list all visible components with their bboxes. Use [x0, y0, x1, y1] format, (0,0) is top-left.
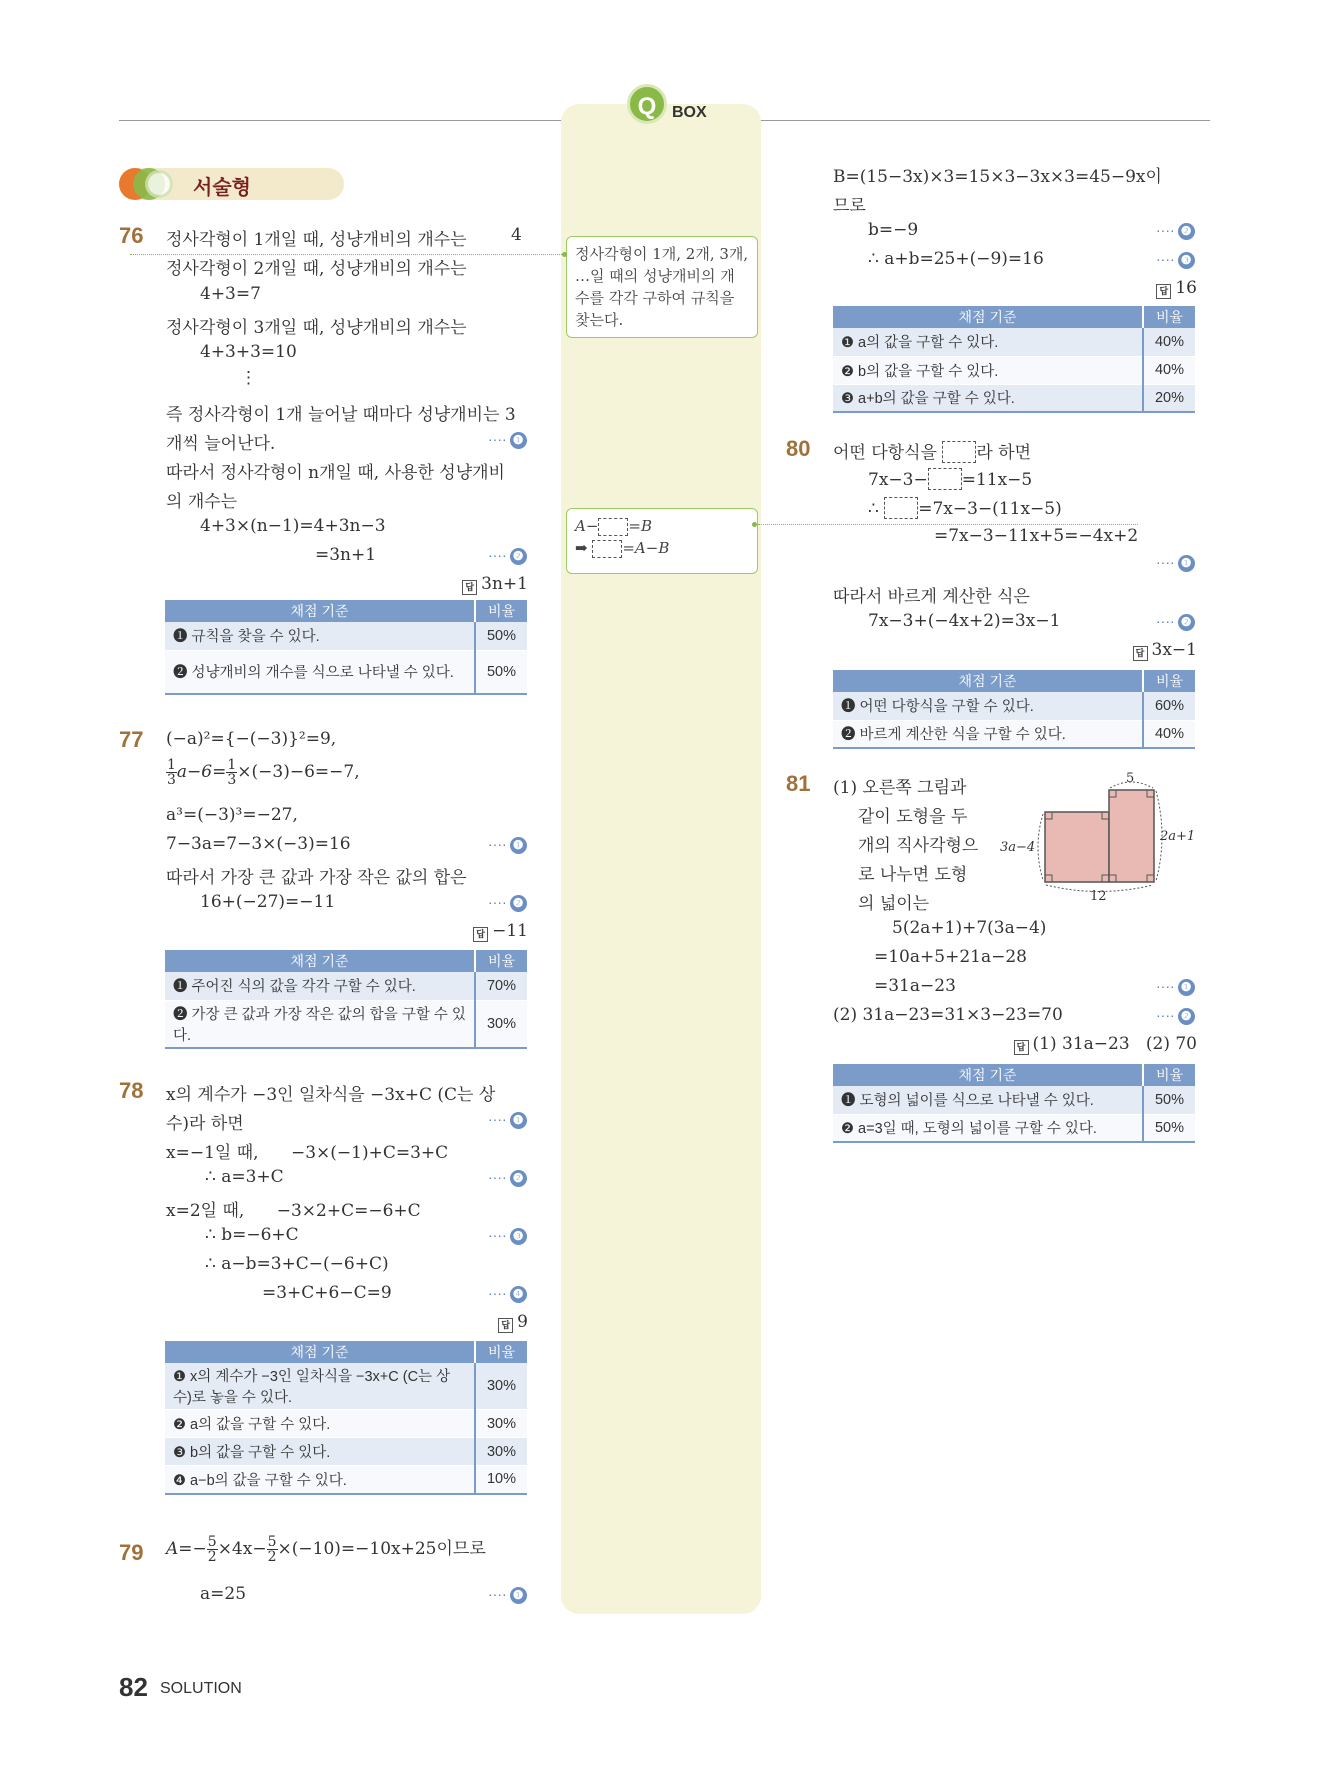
- grading-table: 채점 기준 비율 ❶ 어떤 다항식을 구할 수 있다. 60% ❷ 바르게 계산한 식을 구할 수 있다. 40%: [833, 670, 1195, 749]
- answer-icon: 답: [1014, 1040, 1029, 1055]
- grading-table: 채점 기준 비율 ❶ 도형의 넓이를 식으로 나타낼 수 있다. 50% ❷ a=3일 때, 도형의 넓이를 구할 수 있다. 50%: [833, 1064, 1195, 1143]
- note-80-leader: [758, 524, 1138, 525]
- text-line: A=− $\frac{5}{2}$ ×4x− $\frac{5}{2}$ ×(−10)=−10x+25이므로: [166, 1534, 486, 1565]
- text-line: 개의 직사각형으: [858, 836, 979, 856]
- fig-label-top: 5: [1126, 771, 1135, 786]
- rect-right: [1109, 790, 1154, 882]
- problem-number: 81: [786, 771, 811, 796]
- step-marker: ···· ❶: [488, 1586, 527, 1604]
- text-line: ∴ b=−6+C: [205, 1225, 299, 1245]
- answer-icon: 답: [1156, 284, 1171, 299]
- text-line: a=25: [200, 1584, 247, 1604]
- text-line: (−a)²={−(−3)}²=9,: [166, 729, 337, 749]
- text-line: 7x−3− =11x−5: [868, 470, 1033, 490]
- text-line: ⋮: [240, 368, 257, 388]
- step-marker: ···· ❶: [1156, 554, 1195, 572]
- note-76: 정사각형이 1개, 2개, 3개, …일 때의 성냥개비의 개수를 각각 구하여 규칙을 찾는다.: [566, 236, 758, 338]
- text-line: (1) 오른쪽 그림과: [833, 778, 967, 798]
- text-line: 같이 도형을 두: [858, 807, 968, 827]
- section-title: 서술형: [193, 177, 251, 199]
- step-marker: ···· ❶: [488, 836, 527, 854]
- step-marker: ···· ❷: [1156, 1007, 1195, 1025]
- text-line: 즉 정사각형이 1개 늘어날 때마다 성냥개비는 3: [166, 405, 516, 425]
- text-line: a³=(−3)³=−27,: [166, 805, 298, 825]
- answer-icon: 답: [498, 1318, 513, 1333]
- answer: 답 (1) 31a−23 (2) 70: [1014, 1034, 1197, 1055]
- text-line: ∴ a−b=3+C−(−6+C): [205, 1254, 389, 1274]
- text-line: 16+(−27)=−11: [200, 892, 336, 912]
- problem-number: 77: [119, 727, 144, 752]
- note-80: A− =B ➡ =A−B: [566, 508, 758, 574]
- text-line: x=−1일 때, −3×(−1)+C=3+C: [166, 1143, 449, 1163]
- step-marker: ···· ❶: [488, 431, 527, 449]
- footer-label: SOLUTION: [160, 1680, 242, 1697]
- section-banner: [119, 168, 344, 200]
- step-marker: ···· ❶: [1156, 978, 1195, 996]
- grading-table: 채점 기준 비율 ❶ 규칙을 찾을 수 있다. 50% ❷ 성냥개비의 개수를 식으로 나타낼 수 있다. 50%: [165, 600, 527, 695]
- problem-number: 79: [119, 1540, 144, 1565]
- text-line: 7x−3+(−4x+2)=3x−1: [868, 611, 1061, 631]
- step-marker: ···· ❹: [488, 1285, 527, 1303]
- text-line: x의 계수가 −3인 일차식을 −3x+C (C는 상: [166, 1085, 496, 1105]
- text-line: 로 나누면 도형: [858, 865, 968, 885]
- text-line: ∴ a+b=25+(−9)=16: [868, 249, 1044, 269]
- text-line: 어떤 다항식을 라 하면: [833, 443, 1032, 463]
- banner-circle-icon: [145, 170, 173, 198]
- problem-number: 78: [119, 1078, 144, 1103]
- rect-left: [1045, 812, 1109, 882]
- text-line: $\frac{1}{3}$ a−6= $\frac{1}{3}$ ×(−3)−6=−7,: [167, 757, 360, 788]
- text-line: 4+3=7: [200, 284, 261, 304]
- grading-table: 채점 기준 비율 ❶ a의 값을 구할 수 있다. 40% ❷ b의 값을 구할 수 있다. 40% ❸ a+b의 값을 구할 수 있다. 20%: [833, 306, 1195, 413]
- note-80-dot: [752, 522, 757, 527]
- step-marker: ···· ❸: [1156, 251, 1195, 269]
- text-line: 정사각형이 3개일 때, 성냥개비의 개수는: [166, 318, 467, 338]
- text-line: 정사각형이 2개일 때, 성냥개비의 개수는: [166, 259, 467, 279]
- text-line: 정사각형이 1개일 때, 성냥개비의 개수는: [166, 230, 467, 250]
- text-line: ∴ a=3+C: [205, 1167, 284, 1187]
- text-line: 의 개수는: [166, 492, 238, 512]
- text-line: b=−9: [868, 220, 919, 240]
- page-number: 82: [119, 1672, 148, 1702]
- text-line: =7x−3−11x+5=−4x+2: [934, 526, 1139, 546]
- text-line: 따라서 가장 큰 값과 가장 작은 값의 합은: [166, 868, 467, 888]
- qbox-label: BOX: [672, 104, 707, 121]
- qbox-badge: Q: [627, 84, 667, 124]
- text-line: 7−3a=7−3×(−3)=16: [166, 834, 351, 854]
- answer-icon: 답: [462, 580, 477, 595]
- text-line: 므로: [833, 196, 866, 216]
- grading-table: 채점 기준 비율 ❶ x의 계수가 −3인 일차식을 −3x+C (C는 상수)로 놓을 수 있다. 30% ❷ a의 값을 구할 수 있다. 30% ❸ b의 값을 구할 수 있다. 30% ❹ a−b의 값을 구할 수 있다. 10%: [165, 1341, 527, 1495]
- answer-icon: 답: [1133, 646, 1148, 661]
- text-line: =3+C+6−C=9: [262, 1283, 392, 1303]
- answer: 답 9: [498, 1312, 528, 1333]
- fig-label-bottom: 12: [1090, 889, 1107, 904]
- problem-number: 80: [786, 436, 811, 461]
- problem-number: 76: [119, 223, 144, 248]
- grading-table: 채점 기준 비율 ❶ 주어진 식의 값을 각각 구할 수 있다. 70% ❷ 가장 큰 값과 가장 작은 값의 합을 구할 수 있다. 30%: [165, 950, 527, 1049]
- step-marker: ···· ❸: [488, 1227, 527, 1245]
- text-line: 따라서 바르게 계산한 식은: [833, 587, 1030, 607]
- text-line: x=2일 때, −3×2+C=−6+C: [166, 1201, 421, 1221]
- text-line: 따라서 정사각형이 n개일 때, 사용한 성냥개비: [166, 463, 505, 483]
- text-line: 의 넓이는: [858, 894, 930, 914]
- text-line: 4: [511, 225, 522, 245]
- answer: 답 16: [1156, 278, 1197, 299]
- step-marker: ···· ❷: [1156, 613, 1195, 631]
- text-line: 개씩 늘어난다.: [166, 434, 276, 454]
- step-marker: ···· ❷: [488, 894, 527, 912]
- text-line: 4+3×(n−1)=4+3n−3: [200, 516, 386, 536]
- text-line: 4+3+3=10: [200, 342, 297, 362]
- step-marker: ···· ❷: [488, 547, 527, 565]
- step-marker: ···· ❷: [1156, 222, 1195, 240]
- note-76-dot: [562, 252, 567, 257]
- step-marker: ···· ❷: [488, 1169, 527, 1187]
- figure-rectangles: [1000, 768, 1200, 908]
- answer: 답 3n+1: [462, 574, 528, 595]
- text-line: 5(2a+1)+7(3a−4): [892, 918, 1047, 938]
- text-line: ∴ =7x−3−(11x−5): [868, 499, 1062, 519]
- step-marker: ···· ❶: [488, 1111, 527, 1129]
- fig-label-right: 2a+1: [1160, 829, 1196, 844]
- text-line: 수)라 하면: [166, 1114, 244, 1134]
- fig-label-left: 3a−4: [1000, 840, 1036, 855]
- text-line: =10a+5+21a−28: [874, 947, 1027, 967]
- answer: 답 3x−1: [1133, 640, 1197, 661]
- text-line: =3n+1: [315, 545, 377, 565]
- text-line: =31a−23: [874, 976, 956, 996]
- text-line: (2) 31a−23=31×3−23=70: [833, 1005, 1063, 1025]
- answer: 답 −11: [473, 921, 528, 942]
- text-line: B=(15−3x)×3=15×3−3x×3=45−9x이: [833, 167, 1162, 187]
- answer-icon: 답: [473, 927, 488, 942]
